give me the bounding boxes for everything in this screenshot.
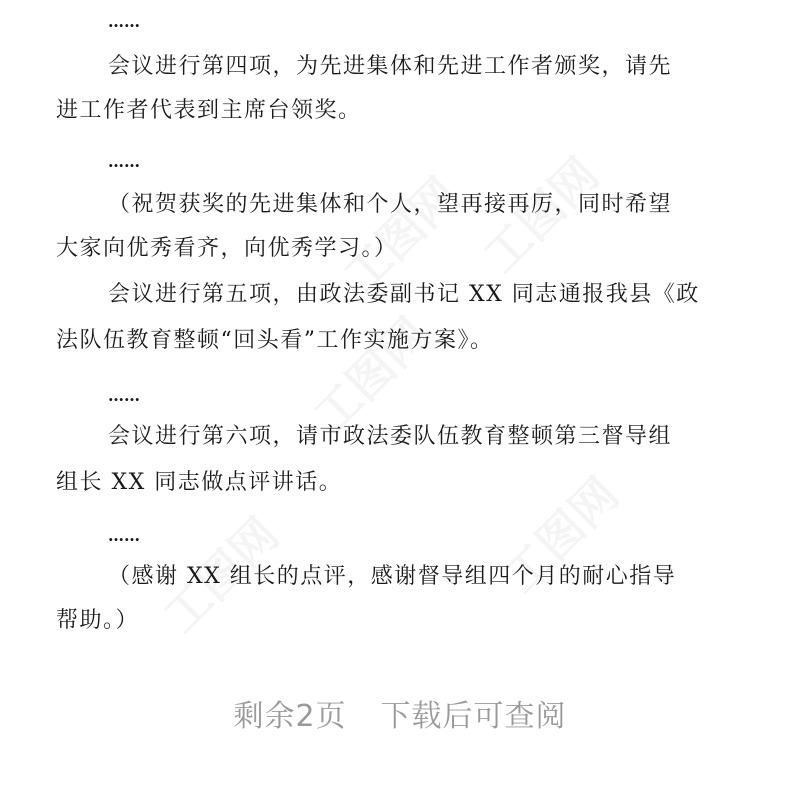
paragraph-line: 帮助。） (56, 608, 140, 633)
paragraph-line: 会议进行第四项，为先进集体和先进工作者颁奖，请先 (108, 54, 673, 79)
remaining-pages-label: 剩余2页 (233, 699, 347, 734)
paragraph-line: 进工作者代表到主席台领奖。 (56, 98, 362, 123)
ellipsis-separator: …… (108, 386, 140, 405)
paragraph-line: 大家向优秀看齐，向优秀学习。） (56, 236, 398, 261)
paragraph-line: 组长 XX 同志做点评讲话。 (56, 470, 343, 495)
download-hint-label: 下载后可查阅 (380, 699, 567, 734)
download-prompt[interactable] (0, 692, 800, 742)
paragraph-line: 会议进行第六项，请市政法委队伍教育整顿第三督导组 (108, 424, 673, 449)
ellipsis-separator: …… (108, 12, 140, 31)
paragraph-line: （祝贺获奖的先进集体和个人，望再接再厉，同时希望 (108, 192, 673, 217)
paragraph-line: 会议进行第五项，由政法委副书记 XX 同志通报我县《政 (108, 282, 700, 307)
ellipsis-separator: …… (108, 152, 140, 171)
paragraph-line: （感谢 XX 组长的点评，感谢督导组四个月的耐心指导 (108, 564, 677, 589)
ellipsis-separator: …… (108, 526, 140, 545)
paragraph-line: 法队伍教育整顿“回头看”工作实施方案》。 (56, 328, 494, 353)
